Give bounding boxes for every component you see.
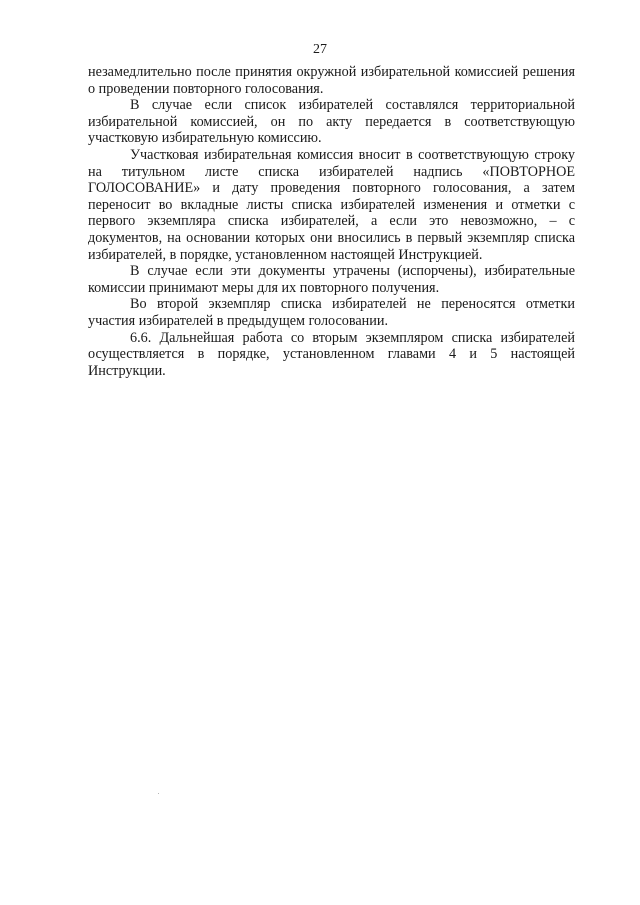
paragraph-territorial-commission: В случае если список избирателей составлялся территориальной избирательной комиссией, он по акту передается в соответствующую участковую избирательную комиссию. <box>88 97 575 147</box>
paragraph-section-6-6: 6.6. Дальнейшая работа со вторым экземпляром списка избирателей осуществляется в порядке, установленном главами 4 и 5 настоящей Инструкции. <box>88 329 575 379</box>
paragraph-second-copy-marks: Во второй экземпляр списка избирателей не переносятся отметки участия избирателей в предыдущем голосовании. <box>88 296 575 329</box>
scan-speck <box>158 793 159 794</box>
paragraph-precinct-commission: Участковая избирательная комиссия вносит в соответствующую строку на титульном листе списка избирателей надпись «ПОВТОРНОЕ ГОЛОСОВАНИЕ» и дату проведения повторного голосования, а затем переносит во вкладные листы списка избирателей изменения и отметки с первого экземпляра списка избирателей, а если это невозможно, – с документов, на основании которых они вносились в первый экземпляр списка избирателей, в порядке, установленном настоящей Инструкцией. <box>88 146 575 263</box>
page-number: 27 <box>313 42 327 57</box>
paragraph-continuation: незамедлительно после принятия окружной избирательной комиссией решения о проведении повторного голосования. <box>88 64 575 97</box>
document-body <box>88 64 575 379</box>
paragraph-lost-documents: В случае если эти документы утрачены (испорчены), избирательные комиссии принимают меры для их повторного получения. <box>88 263 575 296</box>
